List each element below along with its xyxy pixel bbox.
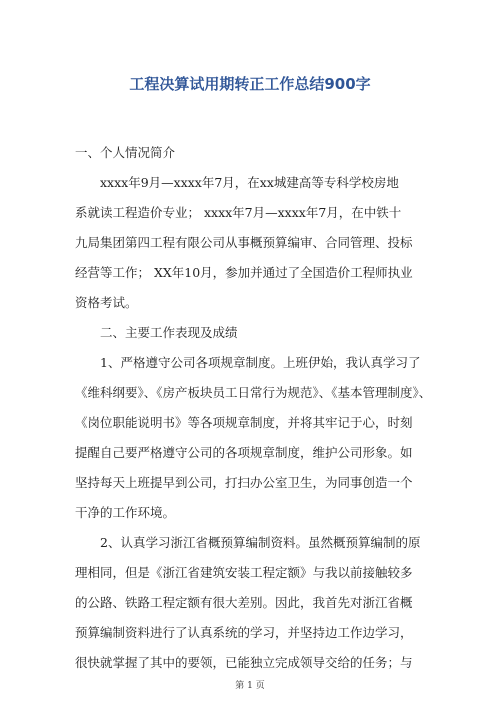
section-heading-personal: 一、个人情况简介 (75, 145, 176, 160)
body-line: 很快就掌握了其中的要领，已能独立完成领导交给的任务；与 (75, 655, 413, 670)
body-line: 干净的工作环境。 (75, 505, 176, 520)
body-line: 经营等工作； XX年10月，参加并通过了全国造价工程师执业 (75, 265, 413, 280)
body-line: 系就读工程造价专业； xxxx年7月—xxxx年7月，在中铁十 (75, 205, 402, 220)
body-line: 坚持每天上班提早到公司，打扫办公室卫生，为同事创造一个 (75, 475, 413, 490)
body-line: 的公路、铁路工程定额有很大差别。因此，我首先对浙江省概 (75, 595, 413, 610)
body-line: 预算编制资料进行了认真系统的学习，并坚持边工作边学习， (75, 625, 413, 640)
body-line: 《维科纲要》、《房产板块员工日常行为规范》、《基本管理制度》、 (75, 385, 432, 400)
document-title: 工程决算试用期转正工作总结900字 (129, 75, 371, 93)
body-line: 《岗位职能说明书》等各项规章制度，并将其牢记于心，时刻 (75, 415, 413, 430)
body-line: 资格考试。 (75, 295, 138, 310)
body-line: 九局集团第四工程有限公司从事概预算编审、合同管理、投标 (75, 235, 413, 250)
body-line: 提醒自己要严格遵守公司的各项规章制度，维护公司形象。如 (75, 445, 413, 460)
body-line: 理相同，但是《浙江省建筑安装工程定额》与我以前接触较多 (75, 565, 413, 580)
section-heading-performance: 二、主要工作表现及成绩 (100, 325, 238, 340)
body-line: xxxx年9月—xxxx年7月，在xx城建高等专科学校房地 (100, 175, 399, 190)
body-line: 2、认真学习浙江省概预算编制资料。虽然概预算编制的原 (100, 535, 421, 550)
page-number: 第 1 页 (235, 681, 265, 691)
body-line: 1、严格遵守公司各项规章制度。上班伊始，我认真学习了 (100, 355, 421, 370)
